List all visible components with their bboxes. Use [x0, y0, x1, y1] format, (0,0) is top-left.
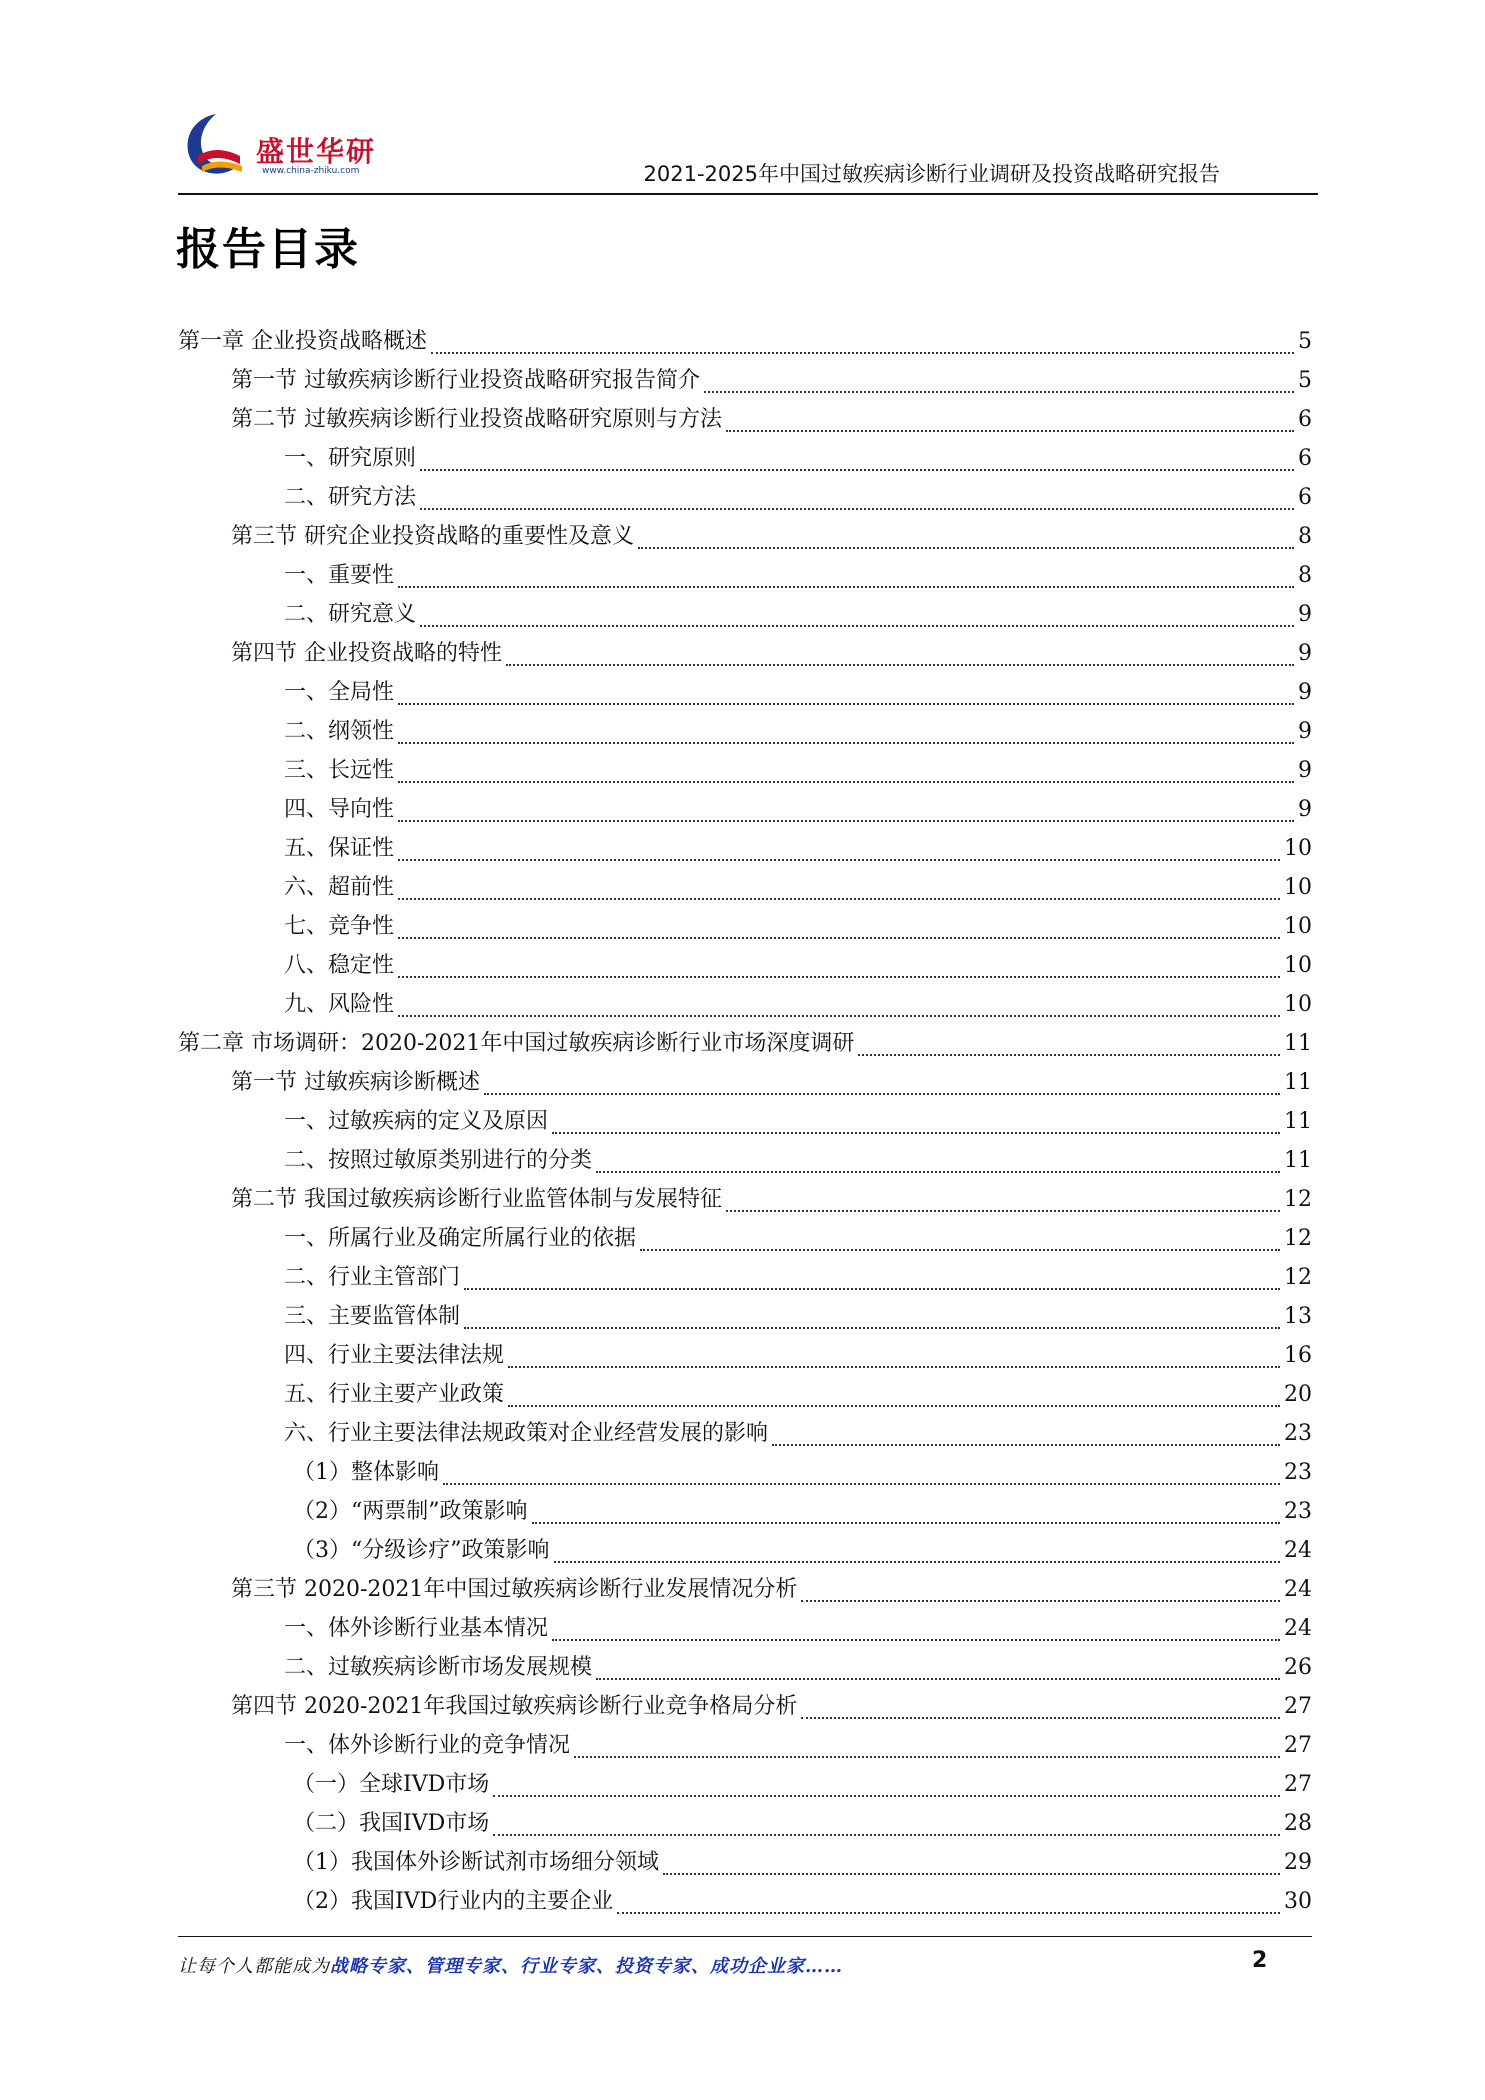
logo-emblem-icon [176, 104, 256, 184]
toc-leader-dots [398, 781, 1294, 783]
toc-leader-dots [552, 1639, 1280, 1641]
toc-entry-page: 9 [1298, 758, 1312, 783]
toc-entry[interactable] [178, 1572, 1312, 1611]
toc-entry-page: 12 [1284, 1265, 1312, 1290]
toc-entry[interactable] [178, 1260, 1312, 1299]
toc-entry-title: 八、稳定性 [284, 953, 395, 978]
toc-entry[interactable] [178, 441, 1312, 480]
toc-entry[interactable] [178, 1065, 1312, 1104]
toc-entry-page: 5 [1298, 329, 1312, 354]
toc-entry[interactable] [178, 987, 1312, 1026]
toc-entry-title: 四、导向性 [284, 797, 395, 822]
toc-entry-title: 第四节 2020-2021年我国过敏疾病诊断行业竞争格局分析 [231, 1694, 798, 1719]
toc-entry-page: 23 [1284, 1421, 1312, 1446]
toc-entry-page: 6 [1298, 485, 1312, 510]
toc-entry-page: 11 [1284, 1031, 1312, 1056]
toc-entry-page: 10 [1284, 992, 1312, 1017]
toc-entry-title: （1）整体影响 [293, 1460, 439, 1485]
toc-entry-title: （3）“分级诊疗”政策影响 [293, 1538, 550, 1563]
toc-leader-dots [574, 1756, 1280, 1758]
toc-entry[interactable] [178, 402, 1312, 441]
toc-entry[interactable] [178, 1650, 1312, 1689]
toc-leader-dots [726, 430, 1294, 432]
toc-leader-dots [398, 976, 1280, 978]
footer-slogan-prefix: 让每个人都能成为 [178, 1956, 330, 1977]
toc-leader-dots [596, 1678, 1280, 1680]
toc-entry-title: 五、行业主要产业政策 [284, 1382, 505, 1407]
toc-entry-title: 一、所属行业及确定所属行业的依据 [284, 1226, 637, 1251]
toc-entry-title: 六、超前性 [284, 875, 395, 900]
toc-entry-title: 一、过敏疾病的定义及原因 [284, 1109, 549, 1134]
toc-leader-dots [398, 1015, 1280, 1017]
toc-entry-page: 12 [1284, 1226, 1312, 1251]
toc-entry[interactable] [178, 870, 1312, 909]
footer-divider [178, 1936, 1312, 1937]
toc-entry-page: 9 [1298, 641, 1312, 666]
footer-slogan [178, 1952, 843, 1978]
toc-leader-dots [420, 625, 1294, 627]
toc-entry[interactable] [178, 558, 1312, 597]
toc-entry-title: 四、行业主要法律法规 [284, 1343, 505, 1368]
toc-entry-page: 16 [1284, 1343, 1312, 1368]
toc-entry[interactable] [178, 1455, 1312, 1494]
toc-leader-dots [801, 1717, 1280, 1719]
toc-entry[interactable] [178, 1104, 1312, 1143]
toc-entry[interactable] [178, 792, 1312, 831]
toc-entry[interactable] [178, 1806, 1312, 1845]
toc-entry[interactable] [178, 1221, 1312, 1260]
toc-leader-dots [464, 1327, 1280, 1329]
toc-leader-dots [398, 703, 1294, 705]
toc-entry-title: 第二节 我国过敏疾病诊断行业监管体制与发展特征 [231, 1187, 722, 1212]
toc-entry[interactable] [178, 1611, 1312, 1650]
toc-entry-page: 10 [1284, 836, 1312, 861]
toc-entry-title: 三、长远性 [284, 758, 395, 783]
toc-leader-dots [493, 1795, 1280, 1797]
toc-entry-title: 第三节 研究企业投资战略的重要性及意义 [231, 524, 634, 549]
toc-leader-dots [420, 508, 1294, 510]
toc-entry[interactable] [178, 1767, 1312, 1806]
toc-entry-page: 24 [1284, 1577, 1312, 1602]
toc-leader-dots [484, 1093, 1280, 1095]
toc-entry-page: 5 [1298, 368, 1312, 393]
toc-leader-dots [772, 1444, 1280, 1446]
toc-entry-page: 27 [1284, 1772, 1312, 1797]
footer-slogan-highlight: 战略专家、管理专家、行业专家、投资专家、成功企业家…… [330, 1956, 843, 1977]
toc-entry-page: 23 [1284, 1499, 1312, 1524]
toc-entry-page: 30 [1284, 1889, 1312, 1914]
toc-leader-dots [398, 742, 1294, 744]
toc-entry[interactable] [178, 1026, 1312, 1065]
toc-entry-title: （2）“两票制”政策影响 [293, 1499, 528, 1524]
toc-leader-dots [801, 1600, 1280, 1602]
toc-entry-title: 二、纲领性 [284, 719, 395, 744]
toc-entry[interactable] [178, 1728, 1312, 1767]
toc-entry-page: 9 [1298, 797, 1312, 822]
toc-entry-title: 第一章 企业投资战略概述 [178, 329, 427, 354]
toc-entry-page: 27 [1284, 1694, 1312, 1719]
toc-entry-title: （1）我国体外诊断试剂市场细分领域 [293, 1850, 659, 1875]
toc-leader-dots [640, 1249, 1280, 1251]
toc-entry-title: （2）我国IVD行业内的主要企业 [293, 1889, 614, 1914]
toc-entry[interactable] [178, 1143, 1312, 1182]
toc-leader-dots [704, 391, 1294, 393]
toc-entry[interactable] [178, 1299, 1312, 1338]
toc-entry-page: 8 [1298, 524, 1312, 549]
toc-leader-dots [493, 1834, 1280, 1836]
toc-entry[interactable] [178, 714, 1312, 753]
toc-entry-page: 26 [1284, 1655, 1312, 1680]
toc-entry-title: 六、行业主要法律法规政策对企业经营发展的影响 [284, 1421, 769, 1446]
toc-leader-dots [726, 1210, 1280, 1212]
toc-leader-dots [554, 1561, 1281, 1563]
toc-leader-dots [431, 352, 1294, 354]
table-of-contents [178, 324, 1312, 1923]
toc-entry-page: 12 [1284, 1187, 1312, 1212]
toc-entry-page: 6 [1298, 407, 1312, 432]
toc-entry-page: 9 [1298, 719, 1312, 744]
toc-entry-title: 一、研究原则 [284, 446, 417, 471]
toc-leader-dots [506, 664, 1294, 666]
toc-leader-dots [398, 859, 1280, 861]
toc-entry-page: 10 [1284, 914, 1312, 939]
toc-entry-title: 七、竞争性 [284, 914, 395, 939]
company-logo [176, 104, 386, 184]
toc-leader-dots [398, 898, 1280, 900]
toc-entry-title: 第二节 过敏疾病诊断行业投资战略研究原则与方法 [231, 407, 722, 432]
toc-entry-title: 一、全局性 [284, 680, 395, 705]
toc-entry-page: 9 [1298, 680, 1312, 705]
toc-entry-page: 23 [1284, 1460, 1312, 1485]
toc-entry-title: 第二章 市场调研：2020-2021年中国过敏疾病诊断行业市场深度调研 [178, 1031, 855, 1056]
toc-entry-page: 24 [1284, 1538, 1312, 1563]
toc-entry[interactable] [178, 597, 1312, 636]
toc-entry-page: 9 [1298, 602, 1312, 627]
toc-leader-dots [596, 1171, 1280, 1173]
toc-entry[interactable] [178, 636, 1312, 675]
toc-leader-dots [663, 1873, 1280, 1875]
toc-leader-dots [464, 1288, 1280, 1290]
toc-entry-title: 第三节 2020-2021年中国过敏疾病诊断行业发展情况分析 [231, 1577, 798, 1602]
toc-entry-page: 20 [1284, 1382, 1312, 1407]
toc-leader-dots [398, 820, 1294, 822]
toc-entry[interactable] [178, 1533, 1312, 1572]
toc-entry[interactable] [178, 1182, 1312, 1221]
toc-entry-page: 13 [1284, 1304, 1312, 1329]
toc-leader-dots [398, 586, 1294, 588]
toc-entry-page: 11 [1284, 1070, 1312, 1095]
toc-leader-dots [638, 547, 1294, 549]
toc-entry-page: 28 [1284, 1811, 1312, 1836]
toc-entry-page: 10 [1284, 875, 1312, 900]
toc-entry-page: 29 [1284, 1850, 1312, 1875]
toc-entry[interactable] [178, 1377, 1312, 1416]
toc-entry-title: 九、风险性 [284, 992, 395, 1017]
toc-entry-page: 10 [1284, 953, 1312, 978]
toc-entry-title: 二、行业主管部门 [284, 1265, 461, 1290]
toc-leader-dots [398, 937, 1280, 939]
toc-entry[interactable] [178, 1494, 1312, 1533]
toc-entry-title: 一、体外诊断行业基本情况 [284, 1616, 549, 1641]
toc-entry-title: 二、过敏疾病诊断市场发展规模 [284, 1655, 593, 1680]
toc-entry-title: （二）我国IVD市场 [293, 1811, 490, 1836]
toc-entry[interactable] [178, 909, 1312, 948]
toc-entry[interactable] [178, 1338, 1312, 1377]
toc-entry[interactable] [178, 1689, 1312, 1728]
toc-leader-dots [508, 1405, 1280, 1407]
toc-leader-dots [420, 469, 1294, 471]
toc-leader-dots [532, 1522, 1281, 1524]
toc-entry-page: 6 [1298, 446, 1312, 471]
toc-leader-dots [508, 1366, 1280, 1368]
report-title: 2021-2025年中国过敏疾病诊断行业调研及投资战略研究报告 [643, 162, 1220, 186]
toc-entry-title: 第一节 过敏疾病诊断行业投资战略研究报告简介 [231, 368, 700, 393]
toc-leader-dots [443, 1483, 1280, 1485]
toc-entry[interactable] [178, 363, 1312, 402]
toc-entry-page: 27 [1284, 1733, 1312, 1758]
toc-entry-title: 第一节 过敏疾病诊断概述 [231, 1070, 480, 1095]
toc-leader-dots [617, 1912, 1280, 1914]
toc-entry[interactable] [178, 480, 1312, 519]
toc-entry-title: （一）全球IVD市场 [293, 1772, 490, 1797]
toc-entry[interactable] [178, 831, 1312, 870]
toc-entry-title: 五、保证性 [284, 836, 395, 861]
toc-entry-page: 8 [1298, 563, 1312, 588]
toc-entry-title: 二、研究意义 [284, 602, 417, 627]
toc-entry[interactable] [178, 1416, 1312, 1455]
toc-leader-dots [858, 1054, 1280, 1056]
toc-entry-title: 二、研究方法 [284, 485, 417, 510]
logo-url: www.china-zhiku.com [262, 166, 360, 176]
toc-entry-title: 第四节 企业投资战略的特性 [231, 641, 502, 666]
toc-entry[interactable] [178, 1884, 1312, 1923]
page-title: 报告目录 [176, 224, 360, 275]
toc-entry[interactable] [178, 1845, 1312, 1884]
page-number: 2 [1252, 1948, 1268, 1973]
toc-entry-title: 三、主要监管体制 [284, 1304, 461, 1329]
toc-entry-page: 24 [1284, 1616, 1312, 1641]
toc-leader-dots [552, 1132, 1280, 1134]
toc-entry-title: 一、重要性 [284, 563, 395, 588]
toc-entry[interactable] [178, 753, 1312, 792]
toc-entry[interactable] [178, 948, 1312, 987]
toc-entry-page: 11 [1284, 1109, 1312, 1134]
toc-entry[interactable] [178, 675, 1312, 714]
toc-entry[interactable] [178, 519, 1312, 558]
toc-entry-title: 一、体外诊断行业的竞争情况 [284, 1733, 571, 1758]
toc-entry-title: 二、按照过敏原类别进行的分类 [284, 1148, 593, 1173]
toc-entry-page: 11 [1284, 1148, 1312, 1173]
logo-name: 盛世华研 [256, 135, 377, 168]
toc-entry[interactable] [178, 324, 1312, 363]
header-divider [178, 193, 1318, 195]
